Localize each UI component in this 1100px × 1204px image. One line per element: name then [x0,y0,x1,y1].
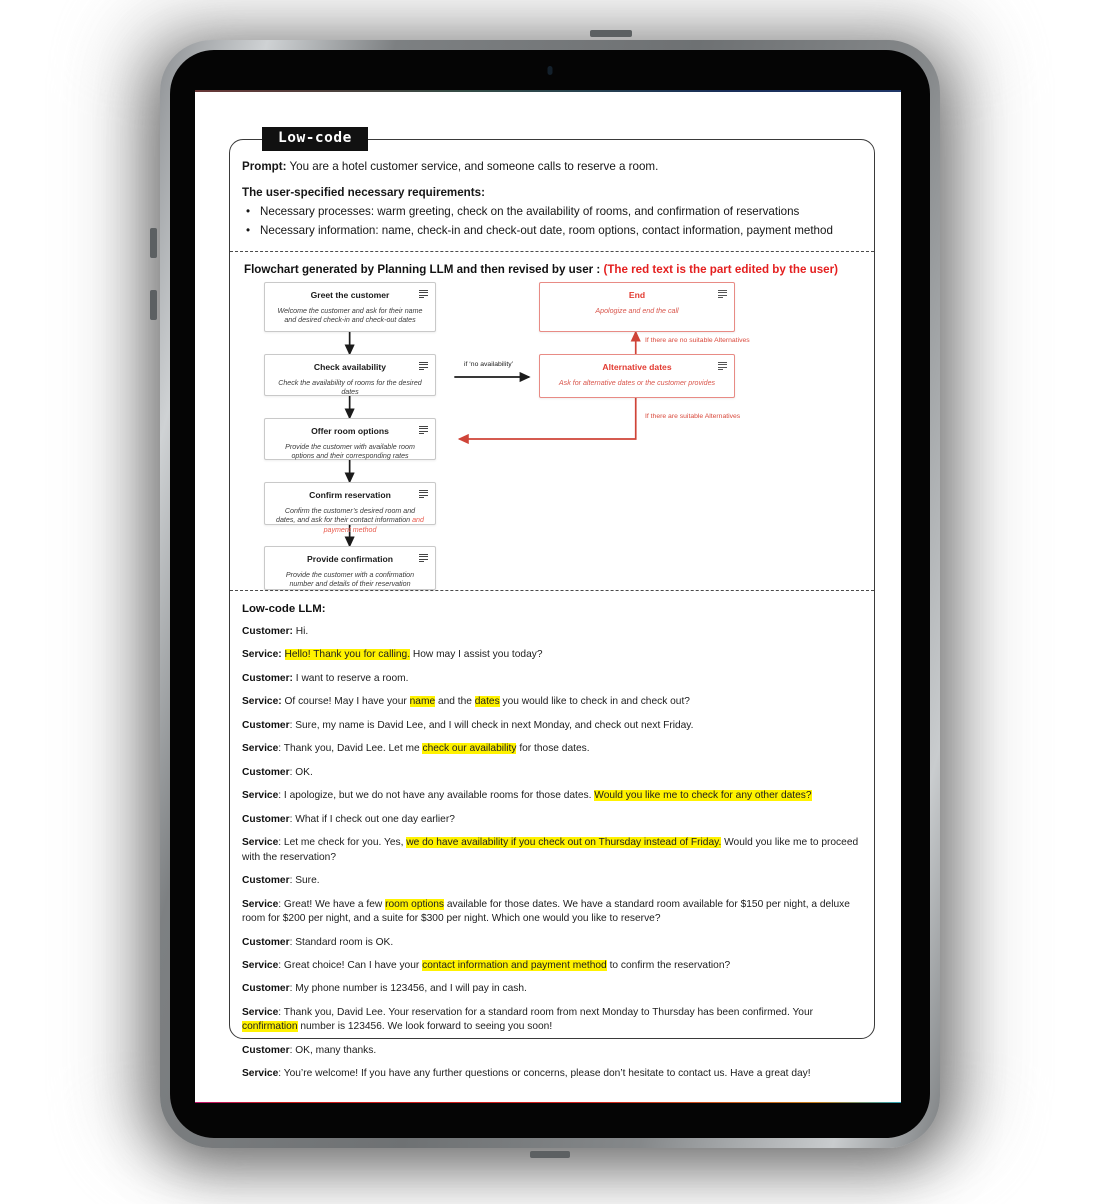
turn-speaker: Service [242,743,279,755]
turn-text: for those dates. [516,743,590,755]
conversation-turn [242,766,862,780]
list-lines-icon[interactable] [419,362,428,371]
turn-text: number is 123456. We look forward to seeing you soon! [297,1021,553,1033]
edge-label-no-suitable-alternatives: If there are no suitable Alternatives [645,336,750,344]
highlighted-phrase: dates [474,696,500,708]
turn-text: available for those dates. We have a standard room available for $150 per night, a deluxe room for $200 per night, and a suite for $300 per night. Which one would you like to reserve? [242,898,850,925]
turn-text: : My phone number is 123456, and I will pay in cash. [289,983,527,995]
conversation-turn [242,789,862,803]
turn-speaker: Service [242,790,279,802]
turn-text: : Sure. [289,875,320,887]
turn-speaker: Customer [242,719,290,731]
flowchart-caption [244,263,862,276]
flow-node-desc: Apologize and end the call [595,307,679,316]
turn-text: : OK, many thanks. [289,1044,377,1056]
flow-node-confirm-reservation[interactable] [264,482,436,534]
turn-speaker: Service [242,837,279,849]
highlighted-phrase: name [409,696,436,708]
flow-node-end[interactable] [539,282,735,332]
turn-text: Would you like me to proceed with the reservation? [242,837,859,863]
turn-text: : Thank you, David Lee. Your reservation for a standard room from next Monday to Thursday has been confirmed. Your [278,1006,814,1018]
requirements-title: The user-specified necessary requirements: [242,185,485,199]
list-lines-icon[interactable] [419,490,428,499]
flowchart-caption-red: (The red text is the part edited by the user) [603,262,838,276]
flowchart-caption-black: Flowchart generated by Planning LLM and then revised by user : [244,262,604,276]
conversation-title: Low-code LLM: [242,602,326,615]
tablet-device [160,40,940,1148]
flow-node-alternative-dates[interactable] [539,354,735,398]
turn-text: to confirm the reservation? [606,960,731,971]
prompt-text: You are a hotel customer service, and someone calls to reserve a room. [286,160,659,173]
flowchart-canvas [242,282,862,589]
turn-speaker: Customer [242,983,290,995]
conversation-turn [242,742,862,756]
prompt-section [230,140,874,251]
highlighted-phrase: contact information and payment method [422,960,607,971]
conversation-turn [242,874,862,888]
conversation-turn [242,648,862,662]
volume-up-button[interactable] [150,228,157,258]
flow-node-title: Greet the customer [310,289,390,300]
turn-text: you would like to check in and check out? [499,696,690,708]
edge-label-no-availability: if ‘no availability’ [464,360,514,368]
turn-text: : I apologize, but we do not have any available rooms for those dates. [278,790,595,802]
turn-text: and the [435,696,475,708]
requirement-text: Necessary information: name, check-in and check-out date, room options, contact information, payment method [260,223,833,237]
flow-node-check-availability[interactable] [264,354,436,396]
turn-text: : Great choice! Can I have your [278,960,423,971]
volume-down-button[interactable] [150,290,157,320]
requirement-bullet [242,203,862,221]
flow-node-provide-confirmation[interactable] [264,546,436,590]
flow-node-title: Offer room options [311,425,389,436]
turn-speaker: Customer: [242,672,293,684]
turn-speaker: Customer [242,813,290,825]
flow-node-desc: Ask for alternative dates or the customer provides [558,379,716,388]
bullet-marker-icon: • [246,204,251,218]
turn-speaker: Service [242,1006,279,1018]
conversation-section [230,591,874,1102]
flow-node-title: Confirm reservation [309,489,391,500]
list-lines-icon[interactable] [718,290,727,299]
turn-text: Hi. [292,625,309,637]
highlighted-phrase: confirmation [242,1021,298,1033]
list-lines-icon[interactable] [718,362,727,371]
turn-text: Of course! May I have your [281,696,410,708]
flow-node-offer-room-options[interactable] [264,418,436,460]
conversation-turn [242,813,862,827]
list-lines-icon[interactable] [419,426,428,435]
requirement-text: Necessary processes: warm greeting, check on the availability of rooms, and confirmation of reservations [260,204,800,218]
turn-speaker: Service [242,898,279,910]
highlighted-phrase: room options [385,898,445,910]
bullet-marker-icon: • [246,223,251,237]
front-camera-icon [548,66,553,75]
conversation-turn [242,959,862,973]
turn-text: I want to reserve a room. [292,672,409,684]
list-lines-icon[interactable] [419,554,428,563]
conversation-turn [242,719,862,733]
highlighted-phrase: Hello! Thank you for calling. [284,649,411,661]
highlighted-phrase: Would you like me to check for any other dates? [594,790,812,802]
turn-text: : What if I check out one day earlier? [289,813,455,825]
turn-speaker: Customer [242,936,290,948]
conversation-turn [242,625,862,639]
conversation-turn [242,672,862,686]
turn-text: : You’re welcome! If you have any further questions or concerns, please don’t hesitate to contact us. Have a great day! [278,1068,811,1080]
flowchart-section [230,252,874,590]
turn-text: : Standard room is OK. [289,936,394,948]
turn-text: : Let me check for you. Yes, [278,837,407,849]
turn-text: : Sure, my name is David Lee, and I will check in next Monday, and check out next Friday. [289,719,694,731]
flow-node-title: Check availability [313,361,387,372]
conversation-turn [242,695,862,709]
flow-node-desc-red: and payment method [323,516,424,534]
flow-node-greet[interactable] [264,282,436,332]
bottom-connector [530,1151,570,1158]
edge-label-suitable-alternatives: If there are suitable Alternatives [645,412,741,420]
conversation-turn [242,1044,862,1058]
flow-node-title: Provide confirmation [307,553,393,564]
screen-content [195,92,901,1102]
flow-node-desc: Welcome the customer and ask for their name and desired check-in and check-out dates [277,307,423,325]
flow-node-desc: Check the availability of rooms for the desired dates [278,379,422,397]
highlighted-phrase: check our availability [422,743,517,755]
conversation-turn [242,898,862,927]
turn-speaker: Customer [242,766,290,778]
turn-text: How may I assist you today? [410,649,543,661]
flow-node-desc-black: Confirm the customer’s desired room and dates, and ask for their contact information [276,507,416,525]
turn-text: : Great! We have a few [278,898,386,910]
requirement-bullet [242,222,862,240]
prompt-label: Prompt: [242,160,287,173]
turn-speaker: Customer [242,875,290,887]
tablet-bezel [170,50,930,1138]
turn-speaker: Service [242,960,279,971]
turn-speaker: Customer: [242,625,293,637]
highlighted-phrase: we do have availability if you check out on Thursday instead of Friday. [406,837,722,849]
turn-speaker: Customer [242,1044,290,1056]
turn-speaker: Service: [242,696,282,708]
prompt-line [242,159,862,176]
conversation-turn [242,1067,862,1081]
conversation-list [242,625,862,1082]
flow-node-desc: Provide the customer with a confirmation number and details of their reservation [285,571,415,589]
turn-speaker: Service: [242,649,282,661]
conversation-turn [242,1006,862,1035]
turn-text: : OK. [289,766,313,778]
conversation-turn [242,982,862,996]
list-lines-icon[interactable] [419,290,428,299]
flow-node-desc: Provide the customer with available room options and their corresponding rates [285,443,415,461]
flow-node-title: End [628,289,646,300]
low-code-card [229,130,875,1080]
turn-text: : Thank you, David Lee. Let me [278,743,423,755]
conversation-turn [242,836,862,865]
flow-node-title: Alternative dates [602,361,672,372]
card-tab-label: Low-code [262,127,368,151]
power-button[interactable] [590,30,632,37]
turn-speaker: Service [242,1068,279,1080]
conversation-turn [242,936,862,950]
flow-node-desc [265,500,435,541]
